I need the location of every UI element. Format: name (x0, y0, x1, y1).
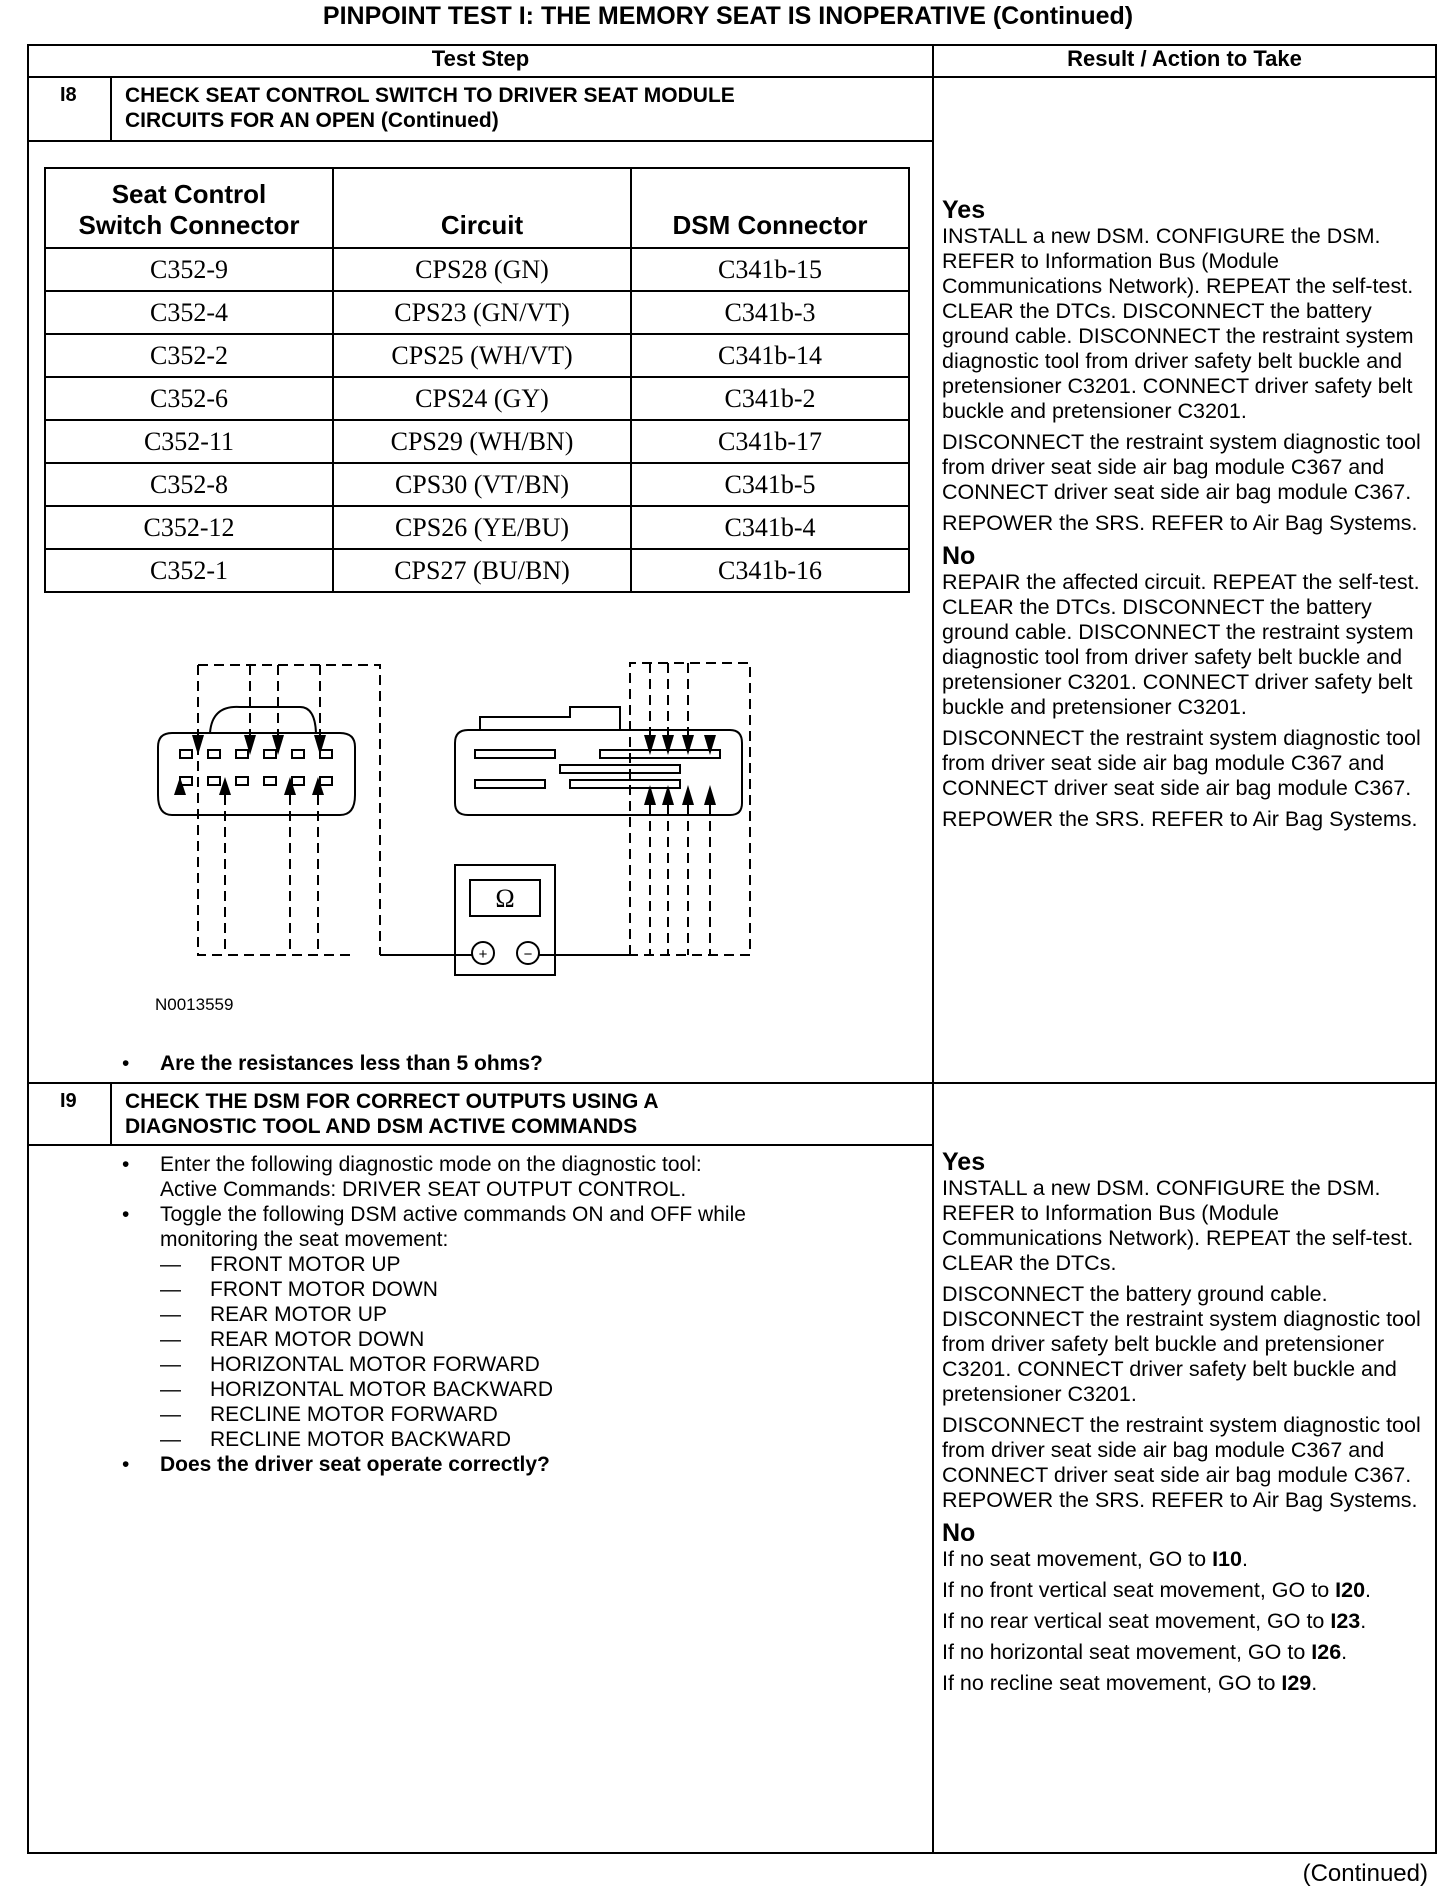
header-result: Result / Action to Take (1067, 46, 1302, 71)
header-test-step: Test Step (431, 46, 530, 71)
result-punct: . (1341, 1640, 1348, 1664)
result-line: DISCONNECT the restraint system diagnostic tool from driver seat side air bag module C367 and CONNECT driver seat side air bag module C367. (942, 430, 1421, 504)
step-title-divider (27, 140, 933, 142)
step-number-divider (110, 1084, 112, 1144)
cell-dsm: C341b-4 (631, 506, 909, 549)
step-title-i9-line2: DIAGNOSTIC TOOL AND DSM ACTIVE COMMANDS (125, 1115, 638, 1138)
no-label: No (942, 542, 976, 570)
cell-dsm: C341b-5 (631, 463, 909, 506)
cell-dsm: C341b-2 (631, 377, 909, 420)
list-item (120, 1051, 920, 1076)
table-row (45, 506, 909, 549)
result-text: If no horizontal seat movement, GO to (942, 1640, 1312, 1664)
command-item (120, 1252, 920, 1277)
table-row (45, 334, 909, 377)
result-line (942, 1609, 1432, 1634)
result-line: REPOWER the SRS. REFER to Air Bag Systems. (942, 807, 1418, 831)
cell-circuit: CPS29 (WH/BN) (333, 420, 631, 463)
command-text: REAR MOTOR DOWN (210, 1328, 425, 1351)
circuit-table (44, 167, 910, 593)
list-item (120, 1152, 920, 1202)
col-header-switch-connector (45, 168, 333, 248)
result-line (942, 1547, 1432, 1572)
cell-circuit: CPS27 (BU/BN) (333, 549, 631, 592)
step-title-i9-line1: CHECK THE DSM FOR CORRECT OUTPUTS USING A (125, 1090, 659, 1113)
cell-switch: C352-12 (45, 506, 333, 549)
cell-circuit: CPS26 (YE/BU) (333, 506, 631, 549)
result-punct: . (1311, 1671, 1318, 1695)
step-title-i9 (125, 1089, 659, 1139)
goto-link[interactable]: I20 (1335, 1578, 1366, 1602)
command-text: FRONT MOTOR DOWN (210, 1278, 438, 1301)
dash-icon: — (160, 1428, 181, 1451)
cell-circuit: CPS30 (VT/BN) (333, 463, 631, 506)
result-line (942, 1671, 1432, 1696)
result-line (942, 1578, 1432, 1603)
command-text: HORIZONTAL MOTOR FORWARD (210, 1353, 540, 1376)
result-text: If no rear vertical seat movement, GO to (942, 1609, 1331, 1633)
bullet-icon: • (122, 1453, 130, 1476)
command-item (120, 1277, 920, 1302)
procedure-line: Toggle the following DSM active commands ON and OFF while (160, 1203, 746, 1226)
step-title-i8-line1: CHECK SEAT CONTROL SWITCH TO DRIVER SEAT MODULE (125, 84, 735, 107)
goto-link[interactable]: I23 (1330, 1609, 1361, 1633)
result-text: If no front vertical seat movement, GO to (942, 1578, 1336, 1602)
cell-switch: C352-6 (45, 377, 333, 420)
negative-terminal-label: − (523, 946, 533, 963)
figure-id: N0013559 (155, 995, 234, 1014)
table-row (45, 463, 909, 506)
col-header-circuit: Circuit (333, 168, 631, 248)
command-item (120, 1377, 920, 1402)
question-text: Are the resistances less than 5 ohms? (160, 1052, 543, 1075)
page-title: PINPOINT TEST I: THE MEMORY SEAT IS INOPERATIVE (Continued) (322, 2, 1134, 30)
cell-dsm: C341b-16 (631, 549, 909, 592)
i9-result (942, 1148, 1432, 1702)
i9-procedure (120, 1152, 920, 1477)
cell-switch: C352-1 (45, 549, 333, 592)
result-line: INSTALL a new DSM. CONFIGURE the DSM. REFER to Information Bus (Module Communications Network). REPEAT the self-test. CLEAR the DTCs. (942, 1176, 1414, 1275)
cell-circuit: CPS28 (GN) (333, 248, 631, 291)
result-line: REPAIR the affected circuit. REPEAT the self-test. CLEAR the DTCs. DISCONNECT the battery ground cable. DISCONNECT the restraint system diagnostic tool from driver safety belt buckle and pretensioner C3201. CONNECT driver safety belt buckle and pretensioner C3201. (942, 570, 1420, 719)
cell-dsm: C341b-3 (631, 291, 909, 334)
bullet-icon: • (122, 1052, 130, 1075)
dash-icon: — (160, 1353, 181, 1376)
result-line: REPOWER the SRS. REFER to Air Bag Systems. (942, 511, 1418, 535)
table-row (45, 248, 909, 291)
step-number-divider (110, 78, 112, 140)
dash-icon: — (160, 1403, 181, 1426)
goto-link[interactable]: I10 (1212, 1547, 1242, 1571)
dash-icon: — (160, 1328, 181, 1351)
connector-diagram (150, 655, 760, 995)
command-text: RECLINE MOTOR BACKWARD (210, 1428, 512, 1451)
command-item (120, 1302, 920, 1327)
dash-icon: — (160, 1278, 181, 1301)
result-line: DISCONNECT the restraint system diagnostic tool from driver seat side air bag module C367 and CONNECT driver seat side air bag module C367. REPOWER the SRS. REFER to Air Bag Systems. (942, 1413, 1421, 1512)
cell-switch: C352-2 (45, 334, 333, 377)
no-label: No (942, 1519, 976, 1547)
cell-dsm: C341b-15 (631, 248, 909, 291)
bullet-icon: • (122, 1203, 130, 1226)
result-line: INSTALL a new DSM. CONFIGURE the DSM. REFER to Information Bus (Module Communications Network). REPEAT the self-test. CLEAR the DTCs. DISCONNECT the battery ground cable. DISCONNECT the restraint system diagnostic tool from driver safety belt buckle and pretensioner C3201. CONNECT driver safety belt buckle and pretensioner C3201. (942, 224, 1414, 423)
result-text: If no recline seat movement, GO to (942, 1671, 1282, 1695)
step-title-i8-line2: CIRCUITS FOR AN OPEN (Continued) (125, 109, 499, 132)
procedure-line: Enter the following diagnostic mode on the diagnostic tool: (160, 1153, 702, 1176)
table-row (45, 549, 909, 592)
result-punct: . (1360, 1609, 1367, 1633)
step-title-divider (27, 1144, 933, 1146)
table-row (45, 291, 909, 334)
goto-link[interactable]: I29 (1281, 1671, 1312, 1695)
col-header-switch-connector-line2: Switch Connector (78, 210, 300, 240)
result-text: If no seat movement, GO to (942, 1547, 1213, 1571)
cell-dsm: C341b-14 (631, 334, 909, 377)
table-row (45, 377, 909, 420)
bullet-icon: • (122, 1153, 130, 1176)
result-line (942, 1640, 1432, 1665)
step-title-i8 (125, 83, 735, 133)
dash-icon: — (160, 1253, 181, 1276)
ohm-symbol: Ω (495, 884, 515, 913)
list-item (120, 1452, 920, 1477)
cell-circuit: CPS23 (GN/VT) (333, 291, 631, 334)
command-item (120, 1402, 920, 1427)
cell-switch: C352-8 (45, 463, 333, 506)
goto-link[interactable]: I26 (1311, 1640, 1342, 1664)
col-header-switch-connector-line1: Seat Control (111, 179, 267, 209)
command-item (120, 1427, 920, 1452)
result-punct: . (1365, 1578, 1372, 1602)
dash-icon: — (160, 1303, 181, 1326)
procedure-line: monitoring the seat movement: (160, 1228, 449, 1251)
cell-switch: C352-4 (45, 291, 333, 334)
yes-label: Yes (942, 1148, 986, 1176)
question-text: Does the driver seat operate correctly? (160, 1453, 550, 1476)
result-line: DISCONNECT the battery ground cable. DISCONNECT the restraint system diagnostic tool from driver safety belt buckle and pretensioner C3201. CONNECT driver safety belt buckle and pretensioner C3201. (942, 1282, 1421, 1406)
command-text: HORIZONTAL MOTOR BACKWARD (210, 1378, 554, 1401)
col-header-dsm-connector: DSM Connector (631, 168, 909, 248)
command-text: FRONT MOTOR UP (210, 1253, 401, 1276)
i8-question (120, 1051, 920, 1076)
command-item (120, 1352, 920, 1377)
step-number-i8: I8 (60, 84, 77, 106)
command-text: REAR MOTOR UP (210, 1303, 387, 1326)
dash-icon: — (160, 1378, 181, 1401)
command-text: RECLINE MOTOR FORWARD (210, 1403, 498, 1426)
result-line: DISCONNECT the restraint system diagnostic tool from driver seat side air bag module C367 and CONNECT driver seat side air bag module C367. (942, 726, 1421, 800)
yes-label: Yes (942, 196, 986, 224)
procedure-line: Active Commands: DRIVER SEAT OUTPUT CONTROL. (160, 1178, 687, 1201)
continued-label: (Continued) (1302, 1860, 1428, 1887)
command-item (120, 1327, 920, 1352)
step-divider (27, 1082, 1437, 1084)
i8-result (942, 196, 1432, 838)
cell-switch: C352-11 (45, 420, 333, 463)
list-item (120, 1202, 920, 1252)
result-punct: . (1241, 1547, 1248, 1571)
column-divider (932, 44, 934, 1854)
step-number-i9: I9 (60, 1090, 77, 1112)
positive-terminal-label: + (478, 946, 488, 963)
cell-circuit: CPS25 (WH/VT) (333, 334, 631, 377)
header-divider (27, 76, 1437, 78)
cell-dsm: C341b-17 (631, 420, 909, 463)
cell-circuit: CPS24 (GY) (333, 377, 631, 420)
table-row (45, 420, 909, 463)
cell-switch: C352-9 (45, 248, 333, 291)
